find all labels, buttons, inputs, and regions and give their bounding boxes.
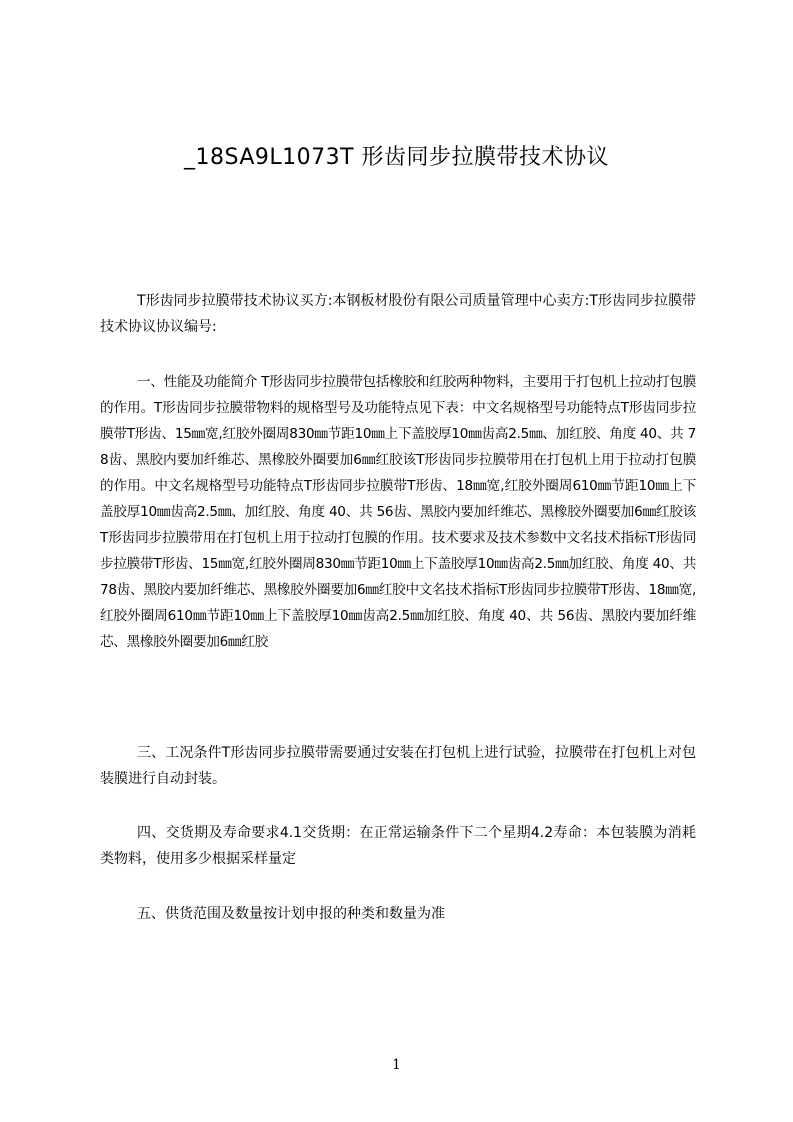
paragraph-parties: T形齿同步拉膜带技术协议买方:本钢板材股份有限公司质量管理中心卖方:T形齿同步拉膜带技术协议协议编号:	[100, 293, 696, 335]
paragraph-performance-specs: 一、性能及功能简介 T形齿同步拉膜带包括橡胶和红胶两种物料，主要用于打包机上拉动打包膜的作用。T形齿同步拉膜带物料的规格型号及功能特点见下表：中文名规格型号功能特点T形齿同步拉膜带T形齿、15㎜宽,红胶外圈周830㎜节距10㎜上下盖胶厚10㎜齿高2.5㎜、加红胶、角度 40、共 78齿、黑胶内要加纤维芯、黑橡胶外圈要加6㎜红胶该T形齿同步拉膜带用在打包机上用于拉动打包膜的作用。中文名规格型号功能特点T形齿同步拉膜带T形齿、18㎜宽,红胶外圈周610㎜节距10㎜上下盖胶厚10㎜齿高2.5㎜、加红胶、角度 40、共 56齿、黑胶内要加纤维芯、黑橡胶外圈要加6㎜红胶该T形齿同步拉膜带用在打包机上用于拉动打包膜的作用。技术要求及技术参数中文名技术指标T形齿同步拉膜带T形齿、15㎜宽,红胶外圈周830㎜节距10㎜上下盖胶厚10㎜齿高2.5㎜加红胶、角度 40、共 78齿、黑胶内要加纤维芯、黑橡胶外圈要加6㎜红胶中文名技术指标T形齿同步拉膜带T形齿、18㎜宽,红胶外圈周610㎜节距10㎜上下盖胶厚10㎜齿高2.5㎜加红胶、角度 40、共 56齿、黑胶内要加纤维芯、黑橡胶外圈要加6㎜红胶	[100, 374, 696, 650]
document-title: _18SA9L1073T 形齿同步拉膜带技术协议	[183, 145, 610, 170]
paragraph-supply-scope: 五、供货范围及数量按计划申报的种类和数量为准	[137, 906, 445, 922]
paragraph-working-conditions: 三、工况条件T形齿同步拉膜带需要通过安装在打包机上进行试验，拉膜带在打包机上对包装膜进行自动封装。	[100, 745, 696, 787]
paragraph-delivery-lifetime: 四、交货期及寿命要求4.1交货期：在正常运输条件下二个星期4.2寿命：本包装膜为消耗类物料，使用多少根据采样量定	[100, 825, 696, 867]
page-number: 1	[392, 1057, 401, 1073]
